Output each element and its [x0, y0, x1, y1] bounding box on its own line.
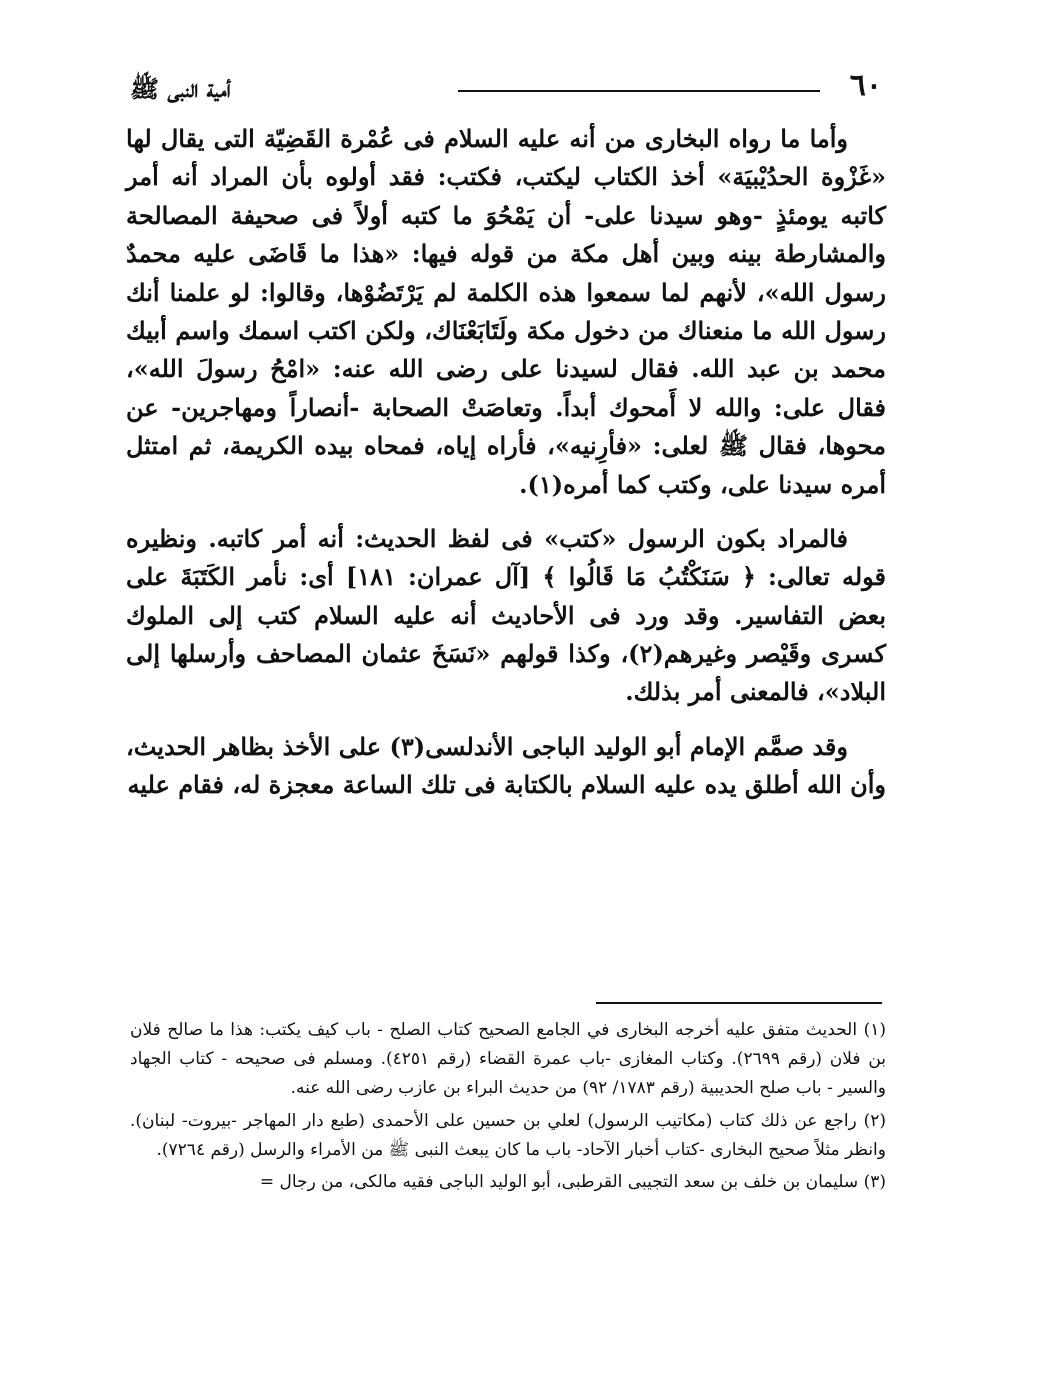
footnote: (٢) راجع عن ذلك كتاب (مكاتيب الرسول) لعلي بن حسين على الأحمدى (طبع دار المهاجر -بيروت- لبنان). وانظر مثلاً صحيح البخارى -كتاب أخبار الآحاد- باب ما كان يبعث النبى ﷺ من الأمراء والرسل (رقم ٧٢٦٤).	[130, 1110, 886, 1160]
page-header	[130, 68, 882, 108]
footnote-separator	[596, 1002, 882, 1004]
paragraph: وقد صمَّم الإمام أبو الوليد الباجى الأندلسى(٣) على الأخذ بظاهر الحديث، وأن الله أطلق يده عليه السلام بالكتابة فى تلك الساعة معجزة له، فقام عليه	[126, 731, 886, 800]
paragraph: فالمراد بكون الرسول «كتب» فى لفظ الحديث: أنه أمر كاتبه. ونظيره قوله تعالى: ﴿ سَنَكْتُبُ مَا قَالُوا ﴾ [آل عمران: ١٨١] أى: نأمر الكَتَبَةَ على بعض التفاسير. وقد ورد فى الأحاديث أنه عليه السلام كتب إلى الملوك كسرى وقَيْصر وغيرهم(٢)، وكذا قولهم «نَسَخَ عثمان المصاحف وأرسلها إلى البلاد»، فالمعنى أمر بذلك.	[126, 523, 887, 707]
footnote: (٣) سليمان بن خلف بن سعد التجيبى القرطبى، أبو الوليد الباجى فقيه مالكى، من رجال =	[259, 1172, 886, 1193]
running-title: أمية النبى ﷺ	[130, 74, 231, 103]
footnotes	[130, 1016, 886, 1201]
paragraph: وأما ما رواه البخارى من أنه عليه السلام فى عُمْرة القَضِيّة التى يقال لها «غَزْوة الحدُيْبيَة» أخذ الكتاب ليكتب، فكتب: فقد أولوه بأن المراد أنه أمر كاتبه يومئذٍ -وهو سيدنا على- أن يَمْحُوَ ما كتبه أولاً فى صحيفة المصالحة والمشارطة بينه وبين أهل مكة من قوله فيها: «هذا ما قَاضَى عليه محمدٌ رسول الله»، لأنهم لما سمعوا هذه الكلمة لم يَرْتَضُوْها، وقالوا: لو علمنا أنك رسول الله ما منعناك من دخول مكة ولَتَابَعْنَاك، ولكن اكتب اسمك واسم أبيك محمد بن عبد الله. فقال لسيدنا على رضى الله عنه: «امْحُ رسولَ الله»، فقال على: والله لا أَمحوك أبداً. وتعاصَتْ الصحابة -أنصاراً ومهاجرين- عن محوها، فقال ﷺ لعلى: «فأرِنيه»، فأراه إياه، فمحاه بيده الكريمة، ثم امتثل أمره سيدنا على، وكتب كما أمره(١).	[126, 124, 886, 499]
page-number: ٦٠	[849, 68, 882, 103]
header-rule	[458, 90, 820, 92]
footnote: (١) الحديث متفق عليه أخرجه البخارى في الجامع الصحيح كتاب الصلح - باب كيف يكتب: هذا ما صالح فلان بن فلان (رقم ٢٦٩٩). وكتاب المغازى -باب عمرة القضاء (رقم ٤٢٥١). ومسلم فى صحيحه - كتاب الجهاد والسير - باب صلح الحديبية (رقم ١٧٨٣/ ٩٢) من حديث البراء بن عازب رضى الله عنه.	[130, 1020, 887, 1098]
main-text	[126, 120, 886, 821]
